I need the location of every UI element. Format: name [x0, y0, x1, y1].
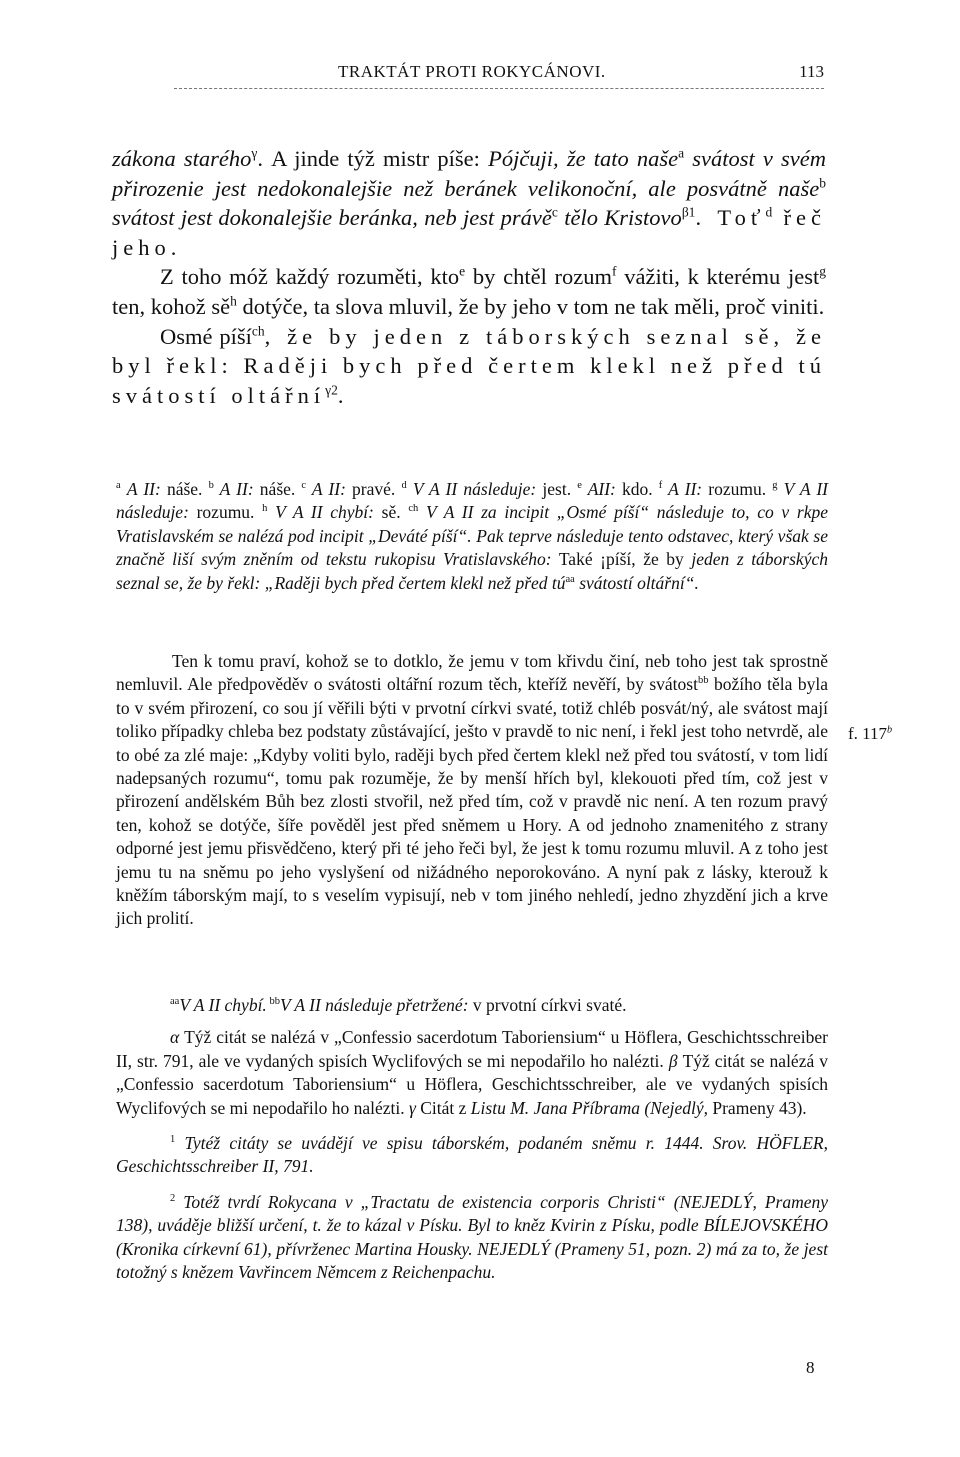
reading: jest. — [536, 479, 578, 499]
footnote-number: 2 — [170, 1193, 176, 1205]
running-title: TRAKTÁT PROTI ROKYCÁNOVI. — [338, 62, 606, 81]
variant-quote: jeden z táborských seznal se, že by řekl: „Raději bych před čertem klekl než před tú — [116, 549, 828, 593]
spaced-text: řeč jeho. — [112, 205, 827, 260]
siglum: e — [577, 480, 582, 492]
variant-body-text — [116, 650, 828, 931]
text: Z toho móž každý rozuměti, kto — [160, 264, 460, 290]
text: Osmé píší — [160, 323, 252, 349]
reading: rozumu. — [702, 479, 773, 499]
main-paragraph-1 — [112, 144, 826, 262]
note-alpha-beta-gamma — [116, 1026, 828, 1120]
note-text: V A II chybí. — [179, 995, 267, 1015]
folio-margin-note — [848, 724, 892, 744]
variant-quote: svátostí oltářní“. — [574, 572, 699, 593]
quote: tělo Kristovo — [557, 205, 682, 231]
footnotes — [116, 994, 828, 1284]
reading: pravé. — [345, 479, 402, 499]
source: A II: — [213, 479, 254, 499]
source: A II: — [126, 479, 161, 499]
critical-apparatus — [116, 478, 828, 595]
footnote-mark: γ — [251, 145, 258, 161]
apparatus-paragraph — [116, 478, 828, 595]
siglum: ch — [408, 503, 419, 515]
variant-mark: ch — [251, 323, 265, 339]
footnote-2 — [116, 1191, 828, 1285]
text: dotýče, ta slova mluvil, že by jeho v tom ne tak měli, proč viniti. — [236, 293, 825, 319]
text: by chtěl rozum — [465, 264, 613, 290]
text: ten, kohož sě — [112, 293, 231, 319]
note-text: Citát z — [415, 1097, 471, 1118]
quote: Pójčuji, že tato naše — [488, 146, 679, 171]
spaced-text: , že by jeden z táborských seznal sě, že byl řekl: Raději bych před čertem klekl než před tú svátostí oltářní — [112, 323, 826, 408]
siglum: bb — [697, 675, 709, 687]
siglum: aa — [170, 996, 180, 1008]
variant-mark: a — [678, 145, 685, 161]
variant-mark: c — [551, 204, 558, 220]
note-sign: β — [668, 1050, 678, 1071]
text: božího těla byla to v svém přirození, co sou jí věřili býti v prvotní církvi svaté, totiž chléb posvát/ný, ale svátost mají toliko případky chleba bez podstaty zůstávající, ješto v pravdě to nic není, i řekl jest toho netvrdě, ale to obé za zlé maje: „Kdyby voliti bylo, raději bych před čertem klekl než před tou svátostí, v tom lidí nadepsaných rozumu“, tomu pak rozuměje, že by menší hřích byl, klekouoti před tím, což jest v přirození andělském Bůh bez zlosti stvořil, než před tím, což v pravdě nic není. A ten rozum pravý ten, kohož se dotýče, šíře pověděl jest před sněmem u Hory. A od jednoho znamenitého z strany odporné jest jemu přisvědčeno, který při té jeho řeči byl, že jest k tomu rozumu mluvil. A z toho jest jemu tu na sněmu po jeho vyslyšení od nižádného neporokováno. A nyní pak z lásky, kterouž k kněžím táborským mají, to s veselím vypisují, neb v tom jiného nehledí, jedno zhyzdění jich a krve jich prolití. — [116, 674, 828, 929]
margin-note-text: f. 117 — [848, 724, 888, 743]
source: A II: — [662, 479, 703, 499]
siglum: bb — [266, 996, 280, 1008]
siglum: g — [772, 480, 778, 492]
variant-mark: f — [612, 263, 617, 279]
variant-mark: b — [819, 175, 826, 191]
signature-mark: 8 — [806, 1358, 815, 1377]
siglum: c — [301, 480, 307, 492]
footnote-text: Tytéž citáty se uvádějí ve spisu táborském, podaném sněmu r. 1444. Srov. HÖFLER, Geschichtsschreiber II, 791. — [116, 1133, 828, 1177]
main-paragraph-3 — [112, 322, 826, 411]
page-number: 113 — [799, 62, 824, 81]
text: Ten k tomu praví, kohož se to dotklo, že jemu v tom křivdu činí, neb toho jest tak sprostně nemluvil. Ale předpověděv o svátosti oltářní rozum těch, kteříž nevěří, by svátost — [116, 651, 828, 695]
note-text: V A II následuje přetržené: — [279, 995, 469, 1015]
footnote-mark: β1 — [681, 204, 696, 220]
margin-note-sup: b — [887, 724, 893, 736]
note-text: Listu M. Jana Příbrama (Nejedlý, — [470, 1097, 708, 1118]
running-header — [112, 62, 824, 90]
note-sign: γ — [408, 1097, 416, 1118]
siglum: a — [116, 480, 121, 492]
reading: Také ¡píší, že by — [551, 549, 692, 570]
note-aa-bb — [116, 994, 828, 1017]
reading: náše. — [160, 479, 209, 499]
source: A II: — [306, 479, 346, 499]
source: V A II následuje: — [116, 479, 829, 523]
main-text — [112, 144, 826, 410]
siglum: f — [658, 480, 663, 492]
variant-mark: d — [765, 204, 773, 220]
reading: rozumu. — [188, 502, 263, 523]
variant-mark: e — [459, 263, 466, 279]
source: AII: — [581, 479, 616, 499]
reading: sě. — [373, 502, 409, 523]
footnote-1 — [116, 1132, 828, 1179]
source: V A II za incipit „Osmé píší“ následuje to, co v rkpe Vratislavském se nalézá pod incipit „Deváté píší“. Pak teprve následuje tento odstavec, který však se značně liší svým zněním od tekstu rukopisu Vratislavského: — [116, 502, 828, 570]
source: V A II chybí: — [267, 502, 374, 523]
siglum: h — [262, 503, 268, 515]
quote: svátost jest dokonalejšie beránka, neb jest právě — [112, 205, 552, 231]
siglum: d — [401, 480, 407, 492]
text: . A jinde týž mistr píše: — [257, 146, 489, 171]
note-text: Týž citát se nalézá v „Confessio sacerdotum Taboriensium“ u Höflera, Geschichtsschreiber II, str. 791, ale ve vydaných spisích Wyclifových se mi nepodařilo ho nalézti. — [116, 1027, 828, 1071]
footnote-number: 1 — [170, 1134, 176, 1146]
footnote-text: Totéž tvrdí Rokycana v „Tractatu de existencia corporis Christi“ (NEJEDLÝ, Prameny 138), uváděje bližší určení, t. že to kázal v Písku. Byl to kněz Kvirin z Písku, podle BÍLEJOVSKÉHO (Kronika církevní 61), přívrženec Martina Housky. NEJEDLÝ (Prameny 51, pozn. 2) má za to, že jest totožný s knězem Vavřincem Němcem z Reichenpachu. — [116, 1191, 828, 1283]
reading: kdo. — [615, 479, 659, 499]
note-text: Týž citát se nalézá v „Confessio sacerdotum Taboriensium“ u Höflera, Geschichtsschreiber, ale ve vydaných spisích Wyclifových se mi nepodařilo ho nalézti. — [116, 1050, 829, 1118]
text: . — [337, 382, 344, 408]
spaced-text: . Toť — [695, 205, 766, 231]
source: V A II následuje: — [406, 479, 537, 499]
text: vážiti, k kterému jest — [616, 264, 820, 290]
main-paragraph-2 — [112, 262, 826, 321]
note-sign: α — [170, 1027, 180, 1048]
quote: zákona starého — [112, 146, 252, 171]
siglum: b — [208, 480, 214, 492]
note-text: v prvotní církvi svaté. — [468, 995, 627, 1015]
siglum: aa — [565, 573, 575, 585]
variant-mark: g — [819, 263, 826, 279]
quote: svátost v svém přirozenie jest nedokonalejšie než beránek velikonoční, ale posvátně naše — [112, 146, 827, 201]
header-rule — [174, 88, 824, 89]
reading: náše. — [253, 479, 302, 499]
note-text: Prameny 43). — [708, 1097, 807, 1118]
variant-mark: h — [230, 293, 237, 309]
variant-paragraph — [116, 650, 828, 931]
footnote-mark: γ2 — [325, 382, 338, 398]
